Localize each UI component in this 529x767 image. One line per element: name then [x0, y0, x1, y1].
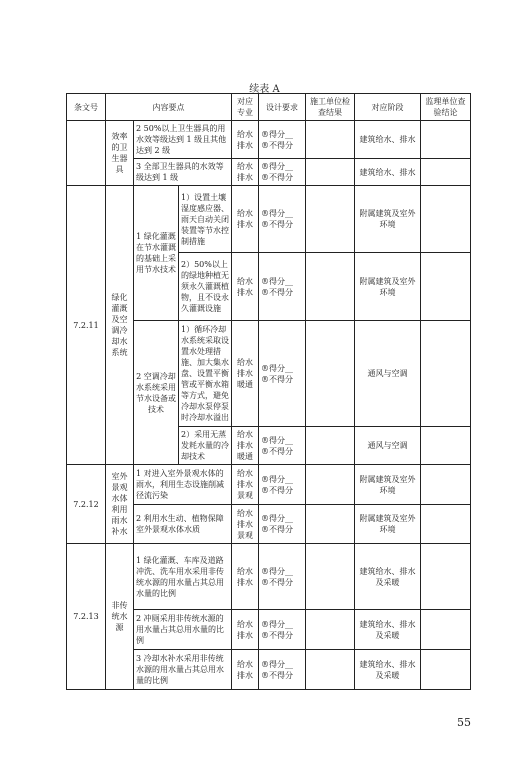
category-cell: 绿化灌溉及空调冷却水系统	[106, 186, 134, 465]
content-cell: 3 冷却水补水采用非传统水源的用水量占其总用水量的比例	[134, 650, 232, 690]
stage-cell: 建筑给水、排水及采暖	[355, 650, 421, 690]
header-stage: 对应阶段	[355, 94, 421, 121]
content-cell: 1）循环冷却水系统采取设置水处理措施、加大集水盘、设置平衡管或平衡水箱等方式，避免冷却水泵停泵时冷却水溢出	[179, 321, 232, 427]
noscore-option[interactable]: ®不得分	[261, 446, 293, 456]
supervisor-conclusion-cell[interactable]	[421, 610, 471, 650]
requirement-cell	[259, 186, 306, 253]
requirement-cell	[259, 321, 306, 427]
supervisor-conclusion-cell[interactable]	[421, 321, 471, 427]
page-number: 55	[457, 716, 471, 729]
stage-cell: 附属建筑及室外环境	[355, 465, 421, 505]
content-cell: 3 全部卫生器具的水效等级达到 1 级	[134, 159, 232, 186]
discipline-cell: 给水排水暖通	[232, 427, 259, 465]
discipline-cell: 给水排水景观	[232, 505, 259, 544]
noscore-option[interactable]: ®不得分	[261, 485, 293, 495]
category-cell: 效率的卫生器具	[106, 121, 134, 186]
requirement-cell	[259, 465, 306, 505]
contractor-result-cell[interactable]	[306, 544, 355, 610]
content-cell: 1 对进入室外景观水体的雨水，利用生态设施削减径流污染	[134, 465, 232, 505]
stage-cell: 建筑给水、排水	[355, 159, 421, 186]
noscore-option[interactable]: ®不得分	[261, 220, 293, 229]
requirement-cell	[259, 253, 306, 321]
discipline-cell: 给水排水	[232, 253, 259, 321]
header-supervisor: 监理单位查验结论	[421, 94, 471, 121]
score-option[interactable]: ®得分__	[261, 619, 293, 629]
supervisor-conclusion-cell[interactable]	[421, 159, 471, 186]
stage-cell: 建筑给水、排水	[355, 121, 421, 159]
discipline-cell: 给水排水	[232, 159, 259, 186]
table-row	[67, 544, 471, 610]
table-row	[67, 121, 471, 159]
category-cell: 室外景观水体利用雨水补水	[106, 465, 134, 544]
content-cell: 1）设置土壤湿度感应器、雨天自动关闭装置等节水控制措施	[179, 186, 232, 253]
supervisor-conclusion-cell[interactable]	[421, 465, 471, 505]
contractor-result-cell[interactable]	[306, 610, 355, 650]
clause-cell: 7.2.12	[67, 465, 106, 544]
noscore-option[interactable]: ®不得分	[261, 140, 293, 150]
requirement-cell	[259, 610, 306, 650]
contractor-result-cell[interactable]	[306, 159, 355, 186]
score-option[interactable]: ®得分__	[261, 162, 293, 171]
noscore-option[interactable]: ®不得分	[261, 374, 293, 384]
supervisor-conclusion-cell[interactable]	[421, 544, 471, 610]
supervisor-conclusion-cell[interactable]	[421, 650, 471, 690]
noscore-option[interactable]: ®不得分	[261, 577, 293, 587]
stage-cell: 附属建筑及室外环境	[355, 253, 421, 321]
requirement-cell	[259, 121, 306, 159]
discipline-cell: 给水排水	[232, 610, 259, 650]
discipline-cell: 给水排水景观	[232, 465, 259, 505]
score-option[interactable]: ®得分__	[261, 276, 293, 286]
header-contractor: 施工单位检查结果	[306, 94, 355, 121]
content-cell: 2）采用无蒸发耗水量的冷却技术	[179, 427, 232, 465]
discipline-cell: 给水排水暖通	[232, 321, 259, 427]
stage-cell: 建筑给水、排水及采暖	[355, 544, 421, 610]
header-requirement: 设计要求	[259, 94, 306, 121]
requirement-cell	[259, 159, 306, 186]
supervisor-conclusion-cell[interactable]	[421, 427, 471, 465]
content-cell: 2 冲厕采用非传统水源的用水量占其总用水量的比例	[134, 610, 232, 650]
noscore-option[interactable]: ®不得分	[261, 525, 293, 534]
subcategory-cell: 2 空调冷却水系统采用节水设备或技术	[134, 321, 179, 465]
table-row	[67, 186, 471, 253]
score-option[interactable]: ®得分__	[261, 659, 293, 669]
content-cell: 2 利用水生动、植物保障室外景观水体水质	[134, 505, 232, 544]
score-option[interactable]: ®得分__	[261, 129, 293, 139]
requirement-cell	[259, 505, 306, 544]
noscore-option[interactable]: ®不得分	[261, 173, 293, 182]
score-option[interactable]: ®得分__	[261, 209, 293, 218]
table-row	[67, 465, 471, 505]
score-option[interactable]: ®得分__	[261, 474, 293, 484]
content-cell: 1 绿化灌溉、车库及道路冲洗、洗车用水采用非传统水源的用水量占其总用水量的比例	[134, 544, 232, 610]
score-option[interactable]: ®得分__	[261, 514, 293, 523]
header-row	[67, 94, 471, 121]
discipline-cell: 给水排水	[232, 650, 259, 690]
noscore-option[interactable]: ®不得分	[261, 670, 293, 680]
subcategory-cell: 1 绿化灌溉在节水灌溉的基础上采用节水技术	[134, 186, 179, 321]
discipline-cell: 给水排水	[232, 186, 259, 253]
contractor-result-cell[interactable]	[306, 121, 355, 159]
contractor-result-cell[interactable]	[306, 650, 355, 690]
category-cell: 非传统水源	[106, 544, 134, 690]
stage-cell: 附属建筑及室外环境	[355, 505, 421, 544]
content-cell: 2）50%以上的绿地种植无须永久灌溉植物，且不设永久灌溉设施	[179, 253, 232, 321]
table-caption: 续表 A	[249, 84, 280, 95]
clause-cell	[67, 121, 106, 186]
score-option[interactable]: ®得分__	[261, 435, 293, 445]
contractor-result-cell[interactable]	[306, 505, 355, 544]
supervisor-conclusion-cell[interactable]	[421, 253, 471, 321]
discipline-cell: 给水排水	[232, 544, 259, 610]
stage-cell: 通风与空调	[355, 321, 421, 427]
header-content: 内容要点	[106, 94, 232, 121]
header-clause: 条文号	[67, 94, 106, 121]
score-option[interactable]: ®得分__	[261, 363, 293, 373]
noscore-option[interactable]: ®不得分	[261, 287, 293, 297]
supervisor-conclusion-cell[interactable]	[421, 186, 471, 253]
content-cell: 2 50%以上卫生器具的用水效等级达到 1 级且其他达到 2 级	[134, 121, 232, 159]
discipline-cell: 给水排水	[232, 121, 259, 159]
clause-cell: 7.2.11	[67, 186, 106, 465]
contractor-result-cell[interactable]	[306, 427, 355, 465]
supervisor-conclusion-cell[interactable]	[421, 505, 471, 544]
requirement-cell	[259, 650, 306, 690]
requirement-cell	[259, 544, 306, 610]
contractor-result-cell[interactable]	[306, 253, 355, 321]
clause-cell: 7.2.13	[67, 544, 106, 690]
contractor-result-cell[interactable]	[306, 465, 355, 505]
contractor-result-cell[interactable]	[306, 321, 355, 427]
stage-cell: 通风与空调	[355, 427, 421, 465]
requirement-cell	[259, 427, 306, 465]
noscore-option[interactable]: ®不得分	[261, 630, 293, 640]
header-discipline: 对应专业	[232, 94, 259, 121]
checklist-table	[66, 93, 471, 690]
stage-cell: 附属建筑及室外环境	[355, 186, 421, 253]
score-option[interactable]: ®得分__	[261, 566, 293, 576]
contractor-result-cell[interactable]	[306, 186, 355, 253]
stage-cell: 建筑给水、排水及采暖	[355, 610, 421, 650]
supervisor-conclusion-cell[interactable]	[421, 121, 471, 159]
